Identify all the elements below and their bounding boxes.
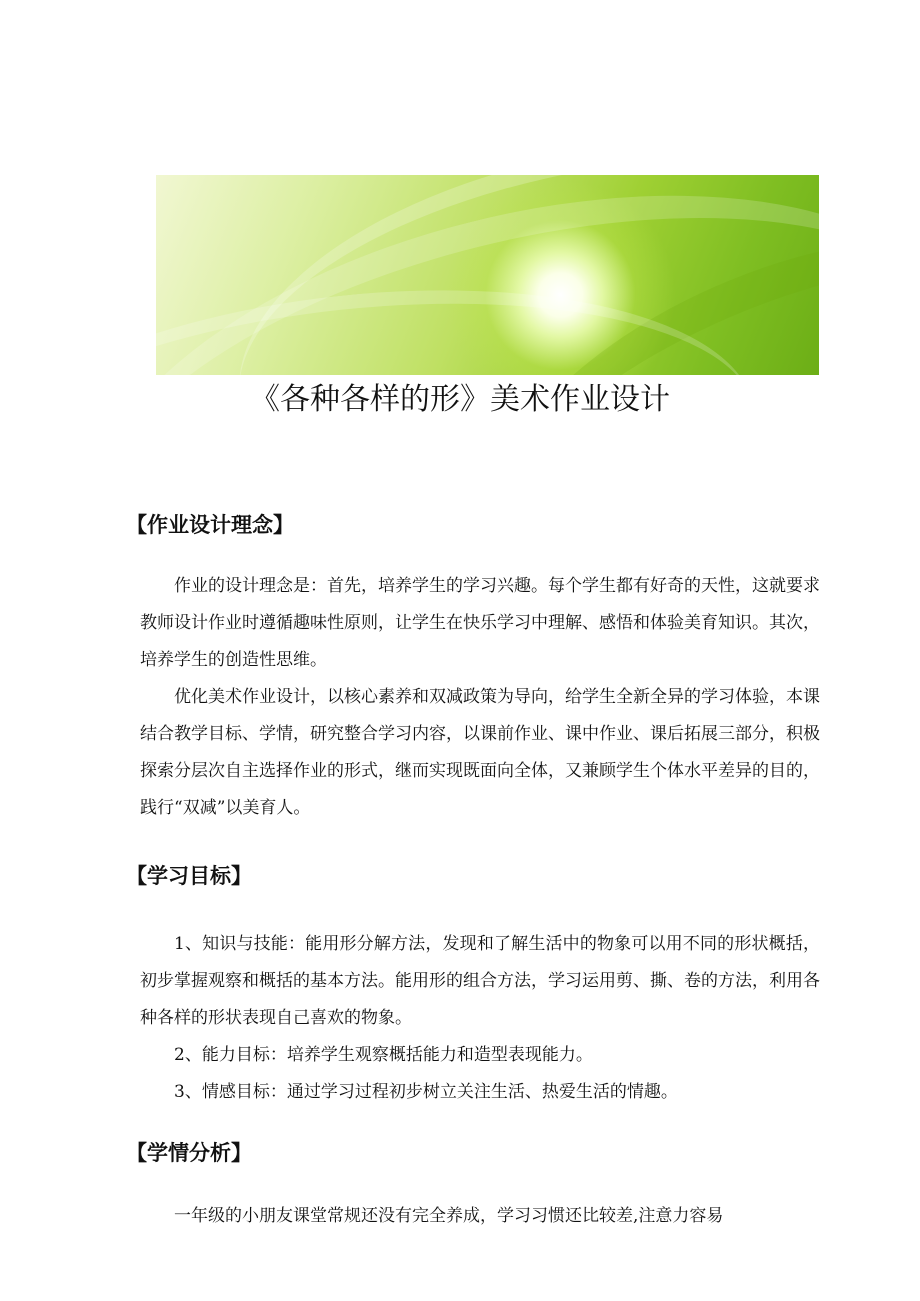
section-heading-objectives: 【学习目标】 bbox=[126, 864, 252, 888]
header-banner-image bbox=[156, 175, 819, 375]
analysis-paragraph-1: 一年级的小朋友课堂常规还没有完全养成，学习习惯还比较差,注意力容易 bbox=[174, 1206, 724, 1226]
section-heading-analysis: 【学情分析】 bbox=[126, 1141, 252, 1165]
concept-paragraph-2: 优化美术作业设计，以核心素养和双减政策为导向，给学生全新全异的学习体验，本课结合教学目标、学情，研究整合学习内容，以课前作业、课中作业、课后拓展三部分，积极探索分层次自主选择作业的形式，继而实现既面向全体，又兼顾学生个体水平差异的目的，践行“双减”以美育人。 bbox=[140, 687, 820, 818]
section-heading-concept: 【作业设计理念】 bbox=[126, 513, 294, 537]
objective-item-emotion: 3、情感目标：通过学习过程初步树立关注生活、热爱生活的情趣。 bbox=[174, 1082, 678, 1102]
objective-item-knowledge: 1、知识与技能：能用形分解方法，发现和了解生活中的物象可以用不同的形状概括，初步掌握观察和概括的基本方法。能用形的组合方法，学习运用剪、撕、卷的方法，利用各种各样的形状表现自己喜欢的物象。 bbox=[140, 934, 820, 1028]
concept-paragraph-1: 作业的设计理念是：首先，培养学生的学习兴趣。每个学生都有好奇的天性，这就要求教师设计作业时遵循趣味性原则，让学生在快乐学习中理解、感悟和体验美育知识。其次，培养学生的创造性思维。 bbox=[140, 576, 820, 670]
document-title: 《各种各样的形》美术作业设计 bbox=[250, 382, 670, 417]
objective-item-ability: 2、能力目标：培养学生观察概括能力和造型表现能力。 bbox=[174, 1045, 593, 1065]
